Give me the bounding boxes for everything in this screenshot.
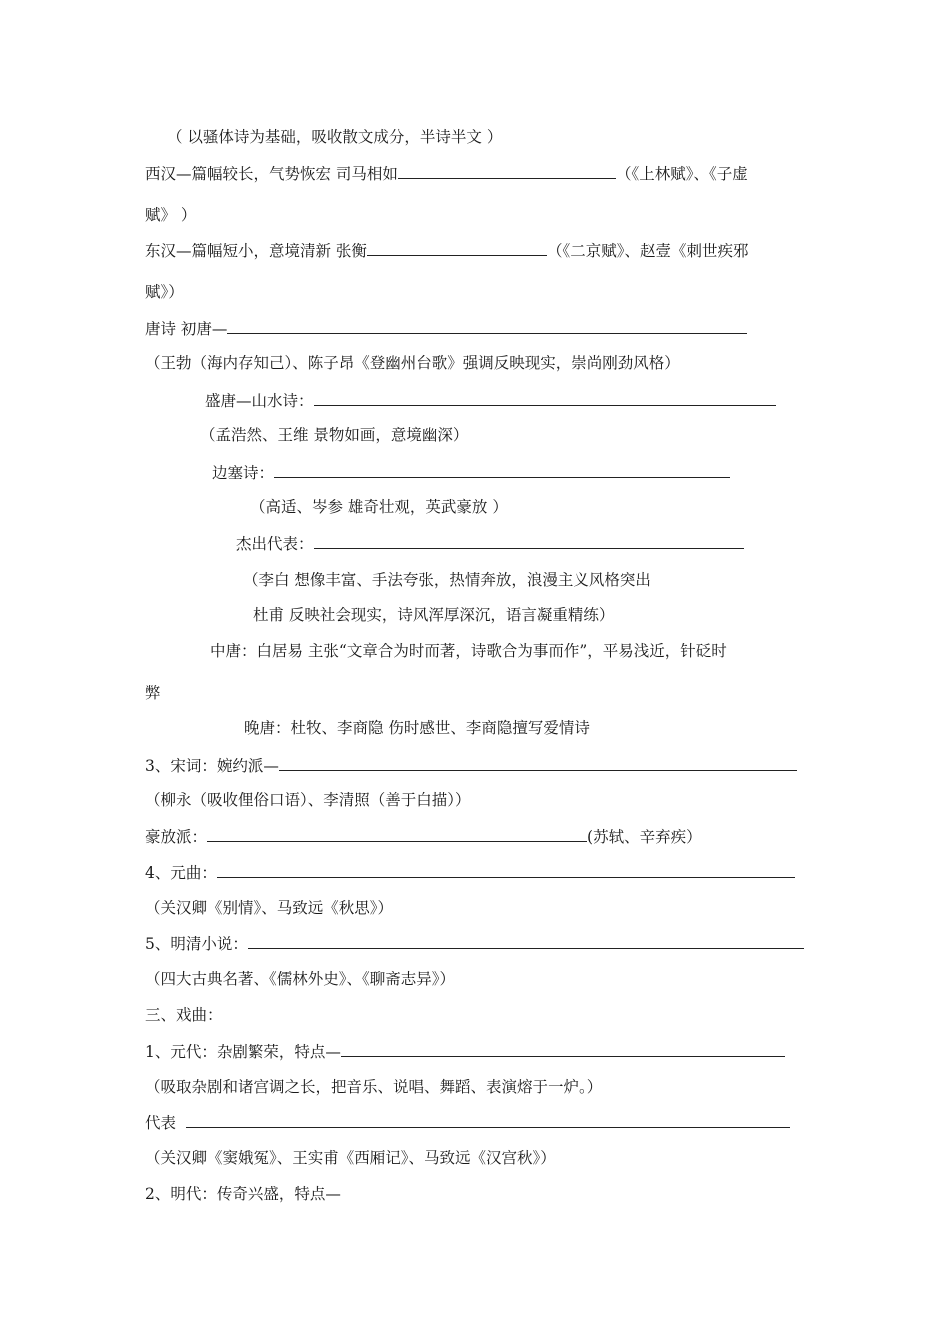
novels-label: 5、明清小说： <box>145 935 248 953</box>
fill-blank[interactable] <box>227 318 747 334</box>
fill-blank[interactable] <box>367 240 547 256</box>
line-yuan-drama <box>145 1041 785 1062</box>
fill-blank[interactable] <box>398 163 616 179</box>
fill-blank[interactable] <box>314 390 776 406</box>
line-late-tang: 晚唐：杜牧、李商隐 伤时感世、李商隐擅写爱情诗 <box>244 719 590 737</box>
fill-blank[interactable] <box>186 1112 790 1128</box>
line-yuan-qu <box>145 862 795 883</box>
line-song-ci <box>145 755 797 776</box>
fill-blank[interactable] <box>207 826 587 842</box>
line-high-tang <box>205 390 776 411</box>
section-heading-drama: 三、戏曲： <box>145 1006 223 1024</box>
eastern-han-works: （《二京赋》、赵壹《刺世疾邪 <box>546 242 749 260</box>
line-ming-drama: 2、明代：传奇兴盛，特点— <box>145 1185 341 1203</box>
song-ci-label: 3、宋词：婉约派— <box>145 757 279 775</box>
yuan-drama-label: 1、元代：杂剧繁荣，特点— <box>145 1043 341 1061</box>
fill-blank[interactable] <box>279 755 797 771</box>
line-early-tang-poets: （王勃（海内存知己）、陈子昂《登幽州台歌》强调反映现实，崇尚刚劲风格） <box>145 354 680 372</box>
line-western-han <box>145 163 748 184</box>
line-mid-tang: 中唐：白居易 主张“文章合为时而著，诗歌合为事而作”，平易浅近，针砭时 <box>210 642 727 660</box>
line-li-bai: （李白 想像丰富、手法夸张，热情奔放，浪漫主义风格突出 <box>243 571 651 589</box>
fill-blank[interactable] <box>341 1041 785 1057</box>
line-frontier <box>212 462 730 483</box>
line-landscape-poets: （孟浩然、王维 景物如画，意境幽深） <box>200 426 469 444</box>
fill-blank[interactable] <box>274 462 730 478</box>
line-novels-works: （四大古典名著、《儒林外史》、《聊斋志异》） <box>145 970 456 988</box>
high-tang-label: 盛唐—山水诗： <box>205 392 314 410</box>
representative-label: 代表 <box>145 1114 177 1132</box>
fill-blank[interactable] <box>248 933 804 949</box>
line-yuan-drama-works: （关汉卿《窦娥冤》、王实甫《西厢记》、马致远《汉宫秋》） <box>145 1149 556 1167</box>
line-representatives <box>236 533 744 554</box>
line-ming-qing-novels <box>145 933 804 954</box>
representatives-label: 杰出代表： <box>236 535 314 553</box>
line-eastern-han <box>145 240 748 261</box>
line-yuan-qu-works: （关汉卿《别情》、马致远《秋思》） <box>145 899 394 917</box>
line-western-han-cont: 赋》 ） <box>145 206 197 224</box>
line-wanyue-poets: （柳永（吸收俚俗口语）、李清照（善于白描）） <box>145 791 471 809</box>
western-han-works: （《上林赋》、《子虚 <box>615 165 748 183</box>
western-han-text: 西汉—篇幅较长，气势恢宏 司马相如 <box>145 165 398 183</box>
line-frontier-poets: （高适、岑参 雄奇壮观，英武豪放 ） <box>250 498 508 516</box>
line-mid-tang-cont: 弊 <box>145 684 161 702</box>
line-representative-works <box>145 1112 790 1133</box>
fill-blank[interactable] <box>217 862 795 878</box>
line-yuan-drama-desc: （吸取杂剧和诸宫调之长，把音乐、说唱、舞蹈、表演熔于一炉。） <box>145 1078 603 1096</box>
line-early-tang <box>145 318 747 339</box>
line-eastern-han-cont: 赋》） <box>145 283 184 301</box>
line-haofang <box>145 826 702 847</box>
haofang-poets: (苏轼、辛弃疾） <box>587 828 702 846</box>
fill-blank[interactable] <box>314 533 744 549</box>
early-tang-label: 唐诗 初唐— <box>145 320 228 338</box>
eastern-han-text: 东汉—篇幅短小，意境清新 张衡 <box>145 242 367 260</box>
line-du-fu: 杜甫 反映社会现实，诗风浑厚深沉，语言凝重精练） <box>253 606 615 624</box>
haofang-label: 豪放派： <box>145 828 208 846</box>
line-sao-style: （ 以骚体诗为基础，吸收散文成分，半诗半文 ） <box>167 128 503 146</box>
yuan-qu-label: 4、元曲： <box>145 864 217 882</box>
frontier-label: 边塞诗： <box>212 464 275 482</box>
